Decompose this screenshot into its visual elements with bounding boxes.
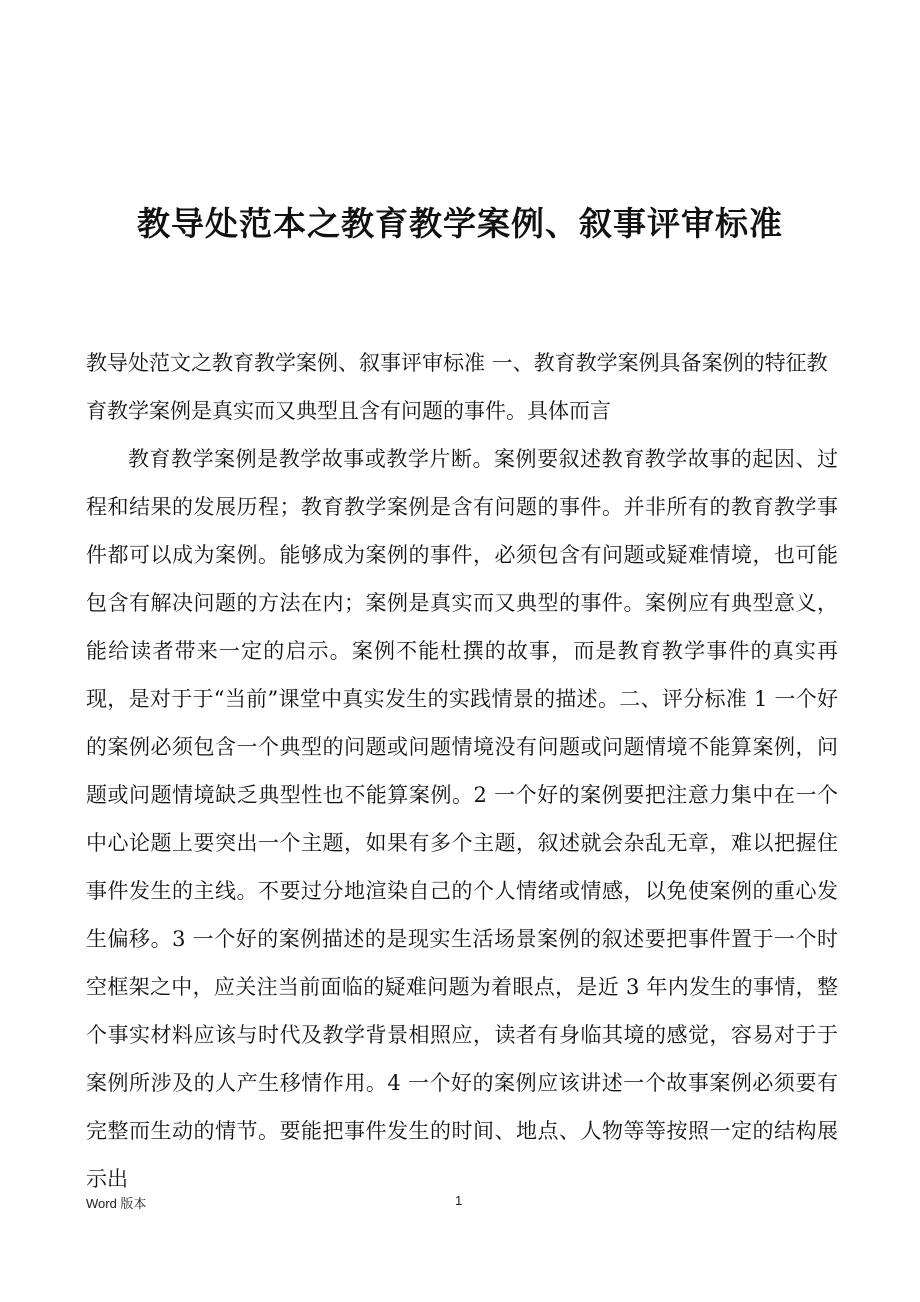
document-title: 教导处范本之教育教学案例、叙事评审标准 <box>137 204 783 243</box>
paragraph-intro: 教导处范文之教育教学案例、叙事评审标准 一、教育教学案例具备案例的特征教育教学案例是真实而又典型且含有问题的事件。具体而言 <box>86 351 828 423</box>
paragraph-main: 教育教学案例是教学故事或教学片断。案例要叙述教育教学故事的起因、过程和结果的发展历程；教育教学案例是含有问题的事件。并非所有的教育教学事件都可以成为案例。能够成为案例的事件，必须包含有问题或疑难情境，也可能包含有解决问题的方法在内；案例是真实而又典型的事件。案例应有典型意义，能给读者带来一定的启示。案例不能杜撰的故事，而是教育教学事件的真实再现，是对于于“当前”课堂中真实发生的实践情景的描述。二、评分标准 1 一个好的案例必须包含一个典型的问题或问题情境没有问题或问题情境不能算案例，问题或问题情境缺乏典型性也不能算案例。2 一个好的案例要把注意力集中在一个中心论题上要突出一个主题，如果有多个主题，叙述就会杂乱无章，难以把握住事件发生的主线。不要过分地渲染自己的个人情绪或情感，以免使案例的重心发生偏移。3 一个好的案例描述的是现实生活场景案例的叙述要把事件置于一个时空框架之中，应关注当前面临的疑难问题为着眼点，是近 3 年内发生的事情，整个事实材料应该与时代及教学背景相照应，读者有身临其境的感觉，容易对于于案例所涉及的人产生移情作用。4 一个好的案例应该讲述一个故事案例必须要有完整而生动的情节。要能把事件发生的时间、地点、人物等等按照一定的结构展示出 <box>86 447 838 1191</box>
footer-label: Word 版本 <box>86 1196 147 1211</box>
document-body <box>86 339 838 1203</box>
footer-page-number: 1 <box>455 1193 463 1208</box>
